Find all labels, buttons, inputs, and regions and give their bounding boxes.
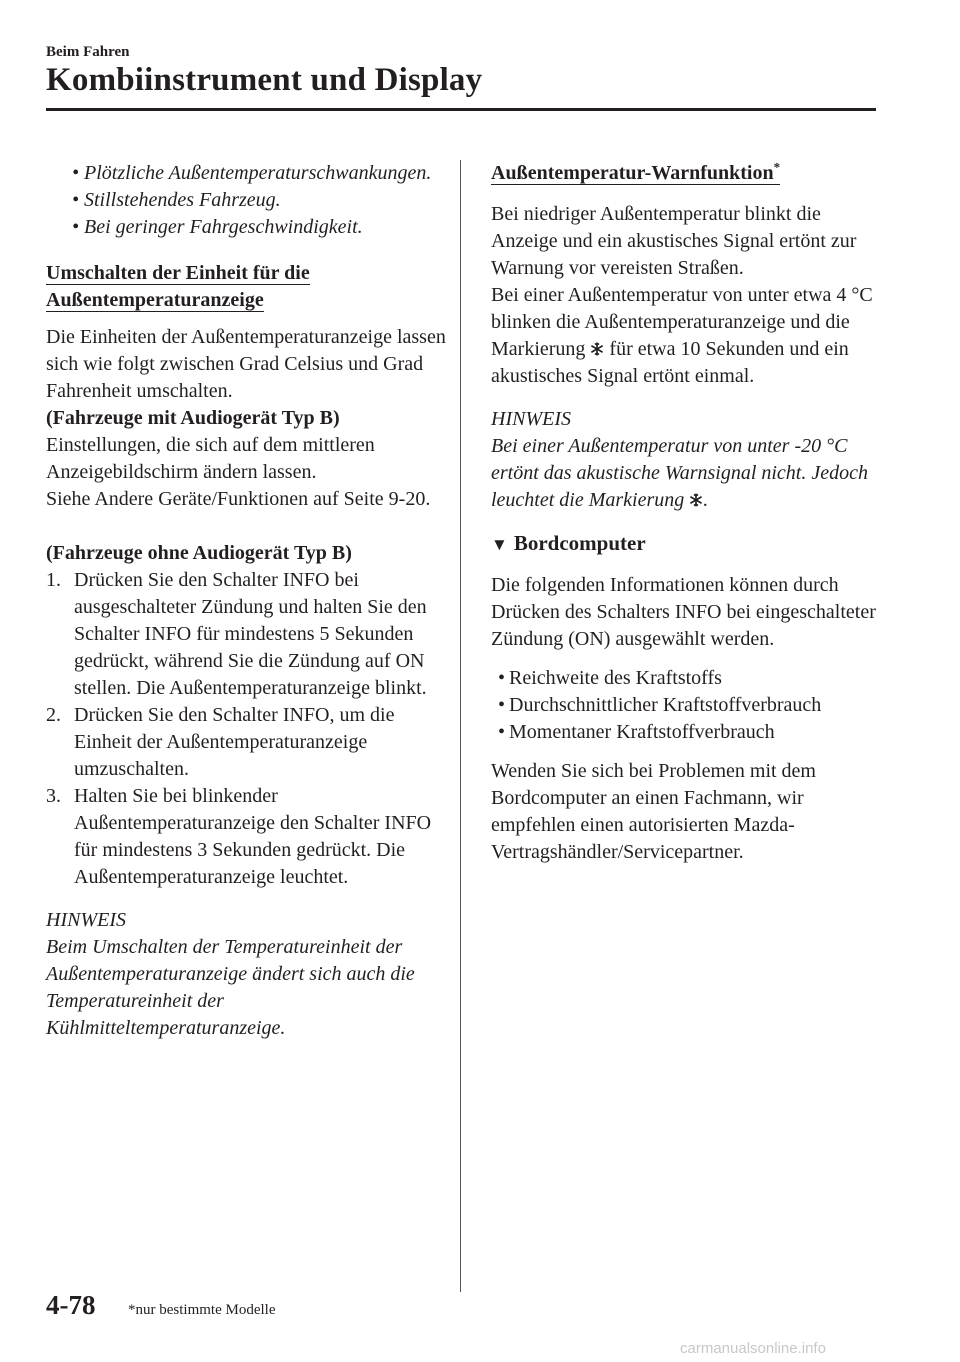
- list-item: 2. Drücken Sie den Schalter INFO, um die Einheit der Außentemperaturanzeige umzuschalten.: [46, 704, 395, 780]
- right-column: [491, 160, 891, 866]
- bullet-icon: •: [72, 189, 80, 211]
- watermark: carmanualsonline.info: [680, 1340, 826, 1357]
- warning-heading: Außentemperatur-Warnfunktion*: [491, 159, 781, 184]
- typeb-heading: (Fahrzeuge mit Audiogerät Typ B): [46, 407, 340, 429]
- typeb-text: Einstellungen, die sich auf dem mittleren Anzeigebildschirm ändern lassen.: [46, 434, 375, 483]
- list-item: • Plötzliche Außentemperaturschwankungen.: [46, 160, 446, 187]
- note-text: Beim Umschalten der Temperatureinheit der Außentemperaturanzeige ändert sich auch die Temperatureinheit der Kühlmitteltemperaturanzeige.: [46, 936, 415, 1039]
- unit-heading: Umschalten der Einheit für die Außentemperaturanzeige: [46, 262, 310, 311]
- section-label: Beim Fahren: [46, 44, 130, 60]
- notypeb-heading: (Fahrzeuge ohne Audiogerät Typ B): [46, 542, 352, 564]
- footnote: *nur bestimmte Modelle: [128, 1302, 276, 1318]
- warning-para2: Bei einer Außentemperatur von unter etwa 4 °C blinken die Außentemperaturanzeige und die Markierung für etwa 10 Sekunden und ein akustisches Signal ertönt einmal.: [491, 284, 873, 387]
- snowflake-icon: [590, 342, 604, 356]
- bordcomputer-intro: Die folgenden Informationen können durch Drücken des Schalters INFO bei eingeschalteter Zündung (ON) ausgewählt werden.: [491, 574, 876, 650]
- page-title: Kombiinstrument und Display: [46, 62, 483, 98]
- bullet-icon: •: [498, 667, 506, 689]
- note-label: HINWEIS: [491, 408, 571, 430]
- snowflake-icon: [689, 493, 703, 507]
- bullet-list: [46, 160, 446, 241]
- list-item: • Momentaner Kraftstoffverbrauch: [491, 719, 891, 746]
- page-number: 4-78: [46, 1290, 96, 1320]
- bullet-icon: •: [498, 721, 506, 743]
- intro-text: Die Einheiten der Außentemperaturanzeige lassen sich wie folgt zwischen Grad Celsius und Grad Fahrenheit umschalten.: [46, 326, 446, 402]
- bullet-icon: •: [498, 694, 506, 716]
- typeb-reference: Siehe Andere Geräte/Funktionen auf Seite 9-20.: [46, 488, 431, 510]
- note-block: [46, 907, 446, 1042]
- title-rule: [46, 108, 876, 111]
- bordcomputer-heading: ▼ Bordcomputer: [491, 530, 891, 558]
- list-item: • Stillstehendes Fahrzeug.: [46, 187, 446, 214]
- note-label: HINWEIS: [46, 909, 126, 931]
- bordcomputer-list: [491, 665, 891, 746]
- list-item: 3. Halten Sie bei blinkender Außentemperaturanzeige den Schalter INFO für mindestens 3 Sekunden gedrückt. Die Außentemperaturanzeige leuchtet.: [46, 785, 432, 888]
- bordcomputer-outro: Wenden Sie sich bei Problemen mit dem Bordcomputer an einen Fachmann, wir empfehlen einen autorisierten Mazda-Vertragshändler/Servicepartner.: [491, 760, 816, 863]
- triangle-down-icon: ▼: [491, 535, 508, 554]
- steps-list: [46, 567, 446, 891]
- note-block: [491, 406, 891, 514]
- list-item: 1. Drücken Sie den Schalter INFO bei ausgeschalteter Zündung und halten Sie den Schalter INFO für mindestens 5 Sekunden gedrückt, während Sie die Zündung auf ON stellen. Die Außentemperaturanzeige blinkt.: [46, 569, 427, 699]
- note-text: Bei einer Außentemperatur von unter -20 °C ertönt das akustische Warnsignal nicht. Jedoch leuchtet die Markierung .: [491, 435, 868, 511]
- column-divider: [460, 160, 461, 1292]
- list-item: • Reichweite des Kraftstoffs: [491, 665, 891, 692]
- bullet-icon: •: [72, 216, 80, 238]
- bullet-icon: •: [72, 162, 80, 184]
- warning-para1: Bei niedriger Außentemperatur blinkt die Anzeige und ein akustisches Signal ertönt zur Warnung vor vereisten Straßen.: [491, 203, 857, 279]
- list-item: • Bei geringer Fahrgeschwindigkeit.: [46, 214, 446, 241]
- list-item: • Durchschnittlicher Kraftstoffverbrauch: [491, 692, 891, 719]
- left-column: [46, 160, 446, 1042]
